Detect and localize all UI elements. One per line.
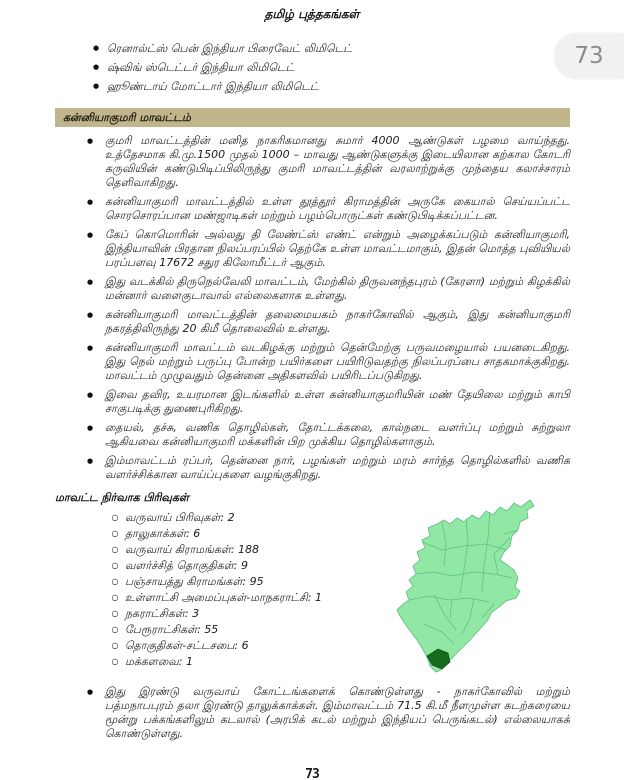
closing-bullet-list [55, 685, 570, 741]
bullet-icon [105, 510, 125, 526]
admin-division-item-value: 6 [193, 527, 201, 540]
district-fact-item [55, 195, 570, 223]
bullet-icon [105, 590, 125, 606]
bullet-icon [105, 622, 125, 638]
bullet-icon [75, 454, 105, 482]
admin-division-item [55, 590, 355, 606]
admin-divisions-section [55, 510, 570, 682]
admin-division-item-text: மக்களவை: 1 [125, 655, 193, 668]
admin-division-item [55, 526, 355, 542]
admin-division-item-value: 95 [249, 575, 264, 588]
tamil-nadu-map [393, 494, 565, 676]
bullet-icon [105, 638, 125, 654]
admin-division-item-text: வருவாய் பிரிவுகள்: 2 [125, 511, 235, 524]
admin-division-item-text: தொகுதிகள்-சட்டசபை: 6 [125, 639, 249, 652]
district-fact-item [55, 421, 570, 449]
admin-division-item-value: 9 [240, 559, 248, 572]
admin-division-item-value: 55 [204, 623, 219, 636]
page-title: தமிழ் புத்தகங்கள் [264, 7, 360, 21]
district-fact-item [55, 341, 570, 383]
bullet-icon [75, 134, 105, 190]
district-fact-item [55, 275, 570, 303]
district-fact-item-text: இது வடக்கில் திருநெல்வேலி மாவட்டம், மேற்கில் திருவனந்தபுரம் (கேரளா) மற்றும் கிழக்கில் மன்னார் வளைகுடாவால் எல்லைகளாக உள்ளது. [105, 275, 570, 302]
bullet-icon [105, 606, 125, 622]
district-fact-item-text: கன்னியாகுமரி மாவட்டத்தில் உள்ள தூத்தூர் கிராமத்தின் அருகே கையால் செய்யப்பட்ட சொரசொரப்பான மண்ஜாடிகள் மற்றும் பழம்பொருட்கள் கண்டுபிடிக்கப்பட்டன. [105, 195, 570, 222]
footer-page-number: 73 [305, 767, 319, 780]
admin-division-item [55, 638, 355, 654]
district-fact-item [55, 454, 570, 482]
admin-division-item-text: உள்ளாட்சி அமைப்புகள்-மாநகராட்சி: 1 [125, 591, 322, 604]
company-list-item [85, 77, 570, 96]
company-list-item [85, 58, 570, 77]
bullet-icon [75, 275, 105, 303]
district-fact-item-text: கேப் கொமொரின் அல்லது தி லேண்ட்ஸ் எண்ட் என்றும் அழைக்கப்படும் கன்னியாகுமரி, இந்தியாவின் பிரதான நிலப்பரப்பில் தெற்கே உள்ள மாவட்டமாகும், இதன் மொத்த புவியியல் பரப்பளவு 17672 சதுர கிலோமீட்டர் ஆகும். [105, 228, 570, 269]
bullet-icon [105, 542, 125, 558]
company-list-item [85, 39, 570, 58]
admin-division-item-value: 2 [227, 511, 235, 524]
admin-division-item-value: 3 [192, 607, 200, 620]
district-fact-item-text: தையல், தச்சு, வணிக தொழில்கள், தோட்டக்கலை, கால்நடை வளர்ப்பு மற்றும் சுற்றுலா ஆகியவை கன்னியாகுமரி மக்களின் பிற முக்கிய தொழில்களாகும். [105, 421, 570, 448]
admin-division-item-text: வளர்ச்சித் தொகுதிகள்: 9 [125, 559, 248, 572]
closing-fact-item-text: இது இரண்டு வருவாய் கோட்டங்களைக் கொண்டுள்ளது - நாகர்கோவில் மற்றும் பத்மநாபபுரம் தலா இரண்டு தாலுக்காக்கள். இம்மாவட்டம் 71.5 கி.மீ நீளமுள்ள கடற்கரையை மூன்று பக்கங்களிலும் கடலால் (அரபிக் கடல் மற்றும் இந்தியப் பெருங்கடல்) எல்லையாகக் கொண்டுள்ளது. [105, 685, 570, 740]
bullet-icon [85, 39, 107, 58]
bullet-icon [85, 58, 107, 77]
company-list-item-text: ரெனால்ட்ஸ் பென் இந்தியா பிரைவேட் லிமிடெட் [107, 42, 353, 55]
admin-division-item-text: பஞ்சாயத்து கிராமங்கள்: 95 [125, 575, 264, 588]
section-header-bar: கன்னியாகுமரி மாவட்டம் [55, 108, 570, 127]
bullet-icon [85, 77, 107, 96]
admin-division-item [55, 542, 355, 558]
district-bullet-list [55, 134, 570, 482]
admin-division-item-value: 6 [241, 639, 249, 652]
bullet-icon [75, 308, 105, 336]
admin-division-item-text: வருவாய் கிராமங்கள்: 188 [125, 543, 260, 556]
bullet-icon [105, 654, 125, 670]
bullet-icon [75, 388, 105, 416]
page-scroll-indicator[interactable] [554, 33, 624, 79]
bullet-icon [75, 341, 105, 383]
district-fact-item-text: இம்மாவட்டம் ரப்பர், தென்னை நார், பழங்கள் மற்றும் மரம் சார்ந்த தொழில்களில் வணிக வளர்ச்சிக்கான வாய்ப்புகளை வழங்குகிறது. [105, 454, 570, 481]
district-fact-item-text: இவை தவிர, உயரமான இடங்களில் உள்ள கன்னியாகுமரியின் மண் தேயிலை மற்றும் காபி சாகுபடிக்கு துணைபுரிகிறது. [105, 388, 570, 415]
admin-divisions-heading: மாவட்ட நிர்வாக பிரிவுகள் [55, 491, 189, 504]
admin-division-item-text: நகராட்சிகள்: 3 [125, 607, 200, 620]
bullet-icon [75, 421, 105, 449]
closing-fact-item [55, 685, 570, 741]
district-fact-item [55, 134, 570, 190]
bullet-icon [75, 228, 105, 270]
company-list-item-text: ஹூண்டாய் மோட்டார் இந்தியா லிமிடெட் [107, 80, 319, 93]
state-outline [397, 500, 534, 672]
company-list [85, 39, 570, 96]
scroll-page-number: 73 [574, 43, 604, 69]
admin-division-item [55, 558, 355, 574]
admin-division-item [55, 574, 355, 590]
admin-division-item-value: 1 [314, 591, 322, 604]
bullet-icon [75, 195, 105, 223]
district-fact-item-text: கன்னியாகுமரி மாவட்டத்தின் தலைமையகம் நாகர்கோவில் ஆகும், இது கன்னியாகுமரி நகரத்திலிருந்து 20 கிமீ தொலைவில் உள்ளது. [105, 308, 570, 335]
tamil-nadu-map-svg [393, 494, 565, 676]
admin-division-item-value: 1 [186, 655, 193, 668]
admin-divisions-list [55, 510, 355, 670]
admin-division-item [55, 510, 355, 526]
district-fact-item-text: கன்னியாகுமரி மாவட்டம் வடகிழக்கு மற்றும் தென்மேற்கு பருவமழையால் பயனடைகிறது. இது நெல் மற்றும் பருப்பு போன்ற பயிர்களை பயிரிடுவதற்கு நிலப்பரப்பை சாதகமாக்குகிறது. மாவட்டம் முழுவதும் தென்னை அதிகளவில் பயிரிடப்படுகிறது. [105, 341, 570, 382]
district-fact-item-text: குமரி மாவட்டத்தின் மனித நாகரிகமானது சுமார் 4000 ஆண்டுகள் பழமை வாய்ந்தது. உத்தேசமாக கி.மு.1500 முதல் 1000 – மாவது ஆண்டுகளுக்கு இடையிலான கற்கால கோடரி கருவியின் கண்டுபிடிப்பிலிருந்து குமரி மாவட்டத்தின் வரலாற்றுக்கு முந்தைய கலாச்சாரம் தெளிவாகிறது. [105, 134, 570, 189]
bullet-icon [75, 685, 105, 741]
admin-division-item-value: 188 [238, 543, 260, 556]
admin-division-item [55, 622, 355, 638]
admin-division-item [55, 606, 355, 622]
admin-division-item-text: பேரூராட்சிகள்: 55 [125, 623, 219, 636]
bullet-icon [105, 574, 125, 590]
bullet-icon [105, 558, 125, 574]
district-fact-item [55, 228, 570, 270]
admin-division-item [55, 654, 355, 670]
bullet-icon [105, 526, 125, 542]
district-fact-item [55, 308, 570, 336]
company-list-item-text: ஷ்விங் ஸ்டெட்டர் இந்தியா லிமிடெட் [107, 61, 295, 74]
admin-division-item-text: தாலுகாக்கள்: 6 [125, 527, 201, 540]
district-fact-item [55, 388, 570, 416]
